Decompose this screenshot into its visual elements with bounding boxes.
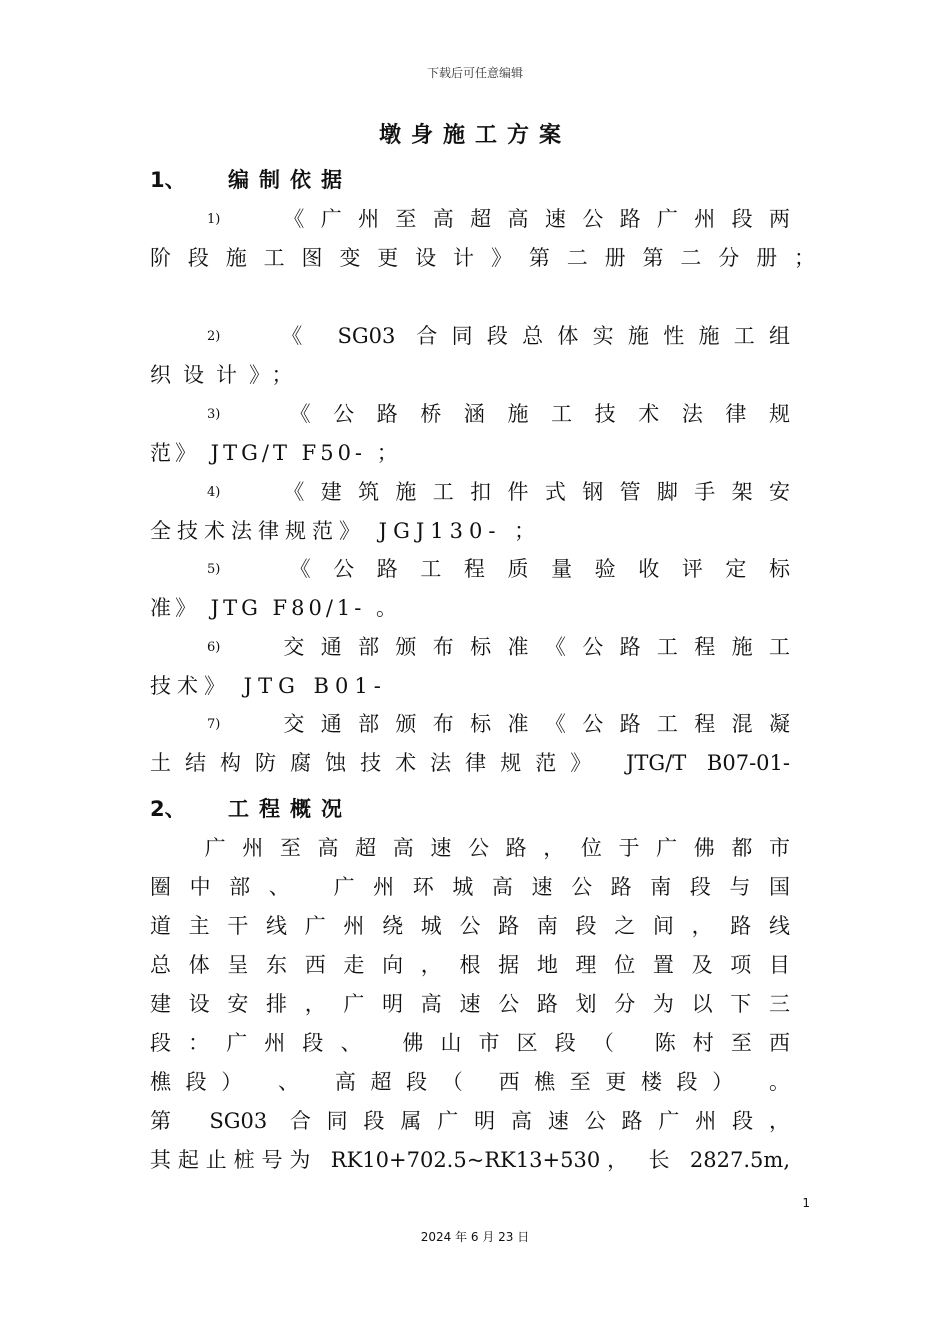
item-continuation: 技术》 JTG B01-	[150, 674, 387, 698]
paragraph-line: 樵段） 、 高超段（ 西樵至更楼段） 。	[150, 1070, 790, 1094]
item-continuation: 土结构防腐蚀技术法律规范》 JTG/T B07-01-	[150, 751, 790, 775]
item-text: 《建筑施工扣件式钢管脚手架安	[267, 480, 790, 504]
item-number: 2)	[207, 329, 221, 344]
item-number: 7)	[207, 717, 221, 732]
item-continuation: 范》 JTG/T F50- ；	[150, 441, 402, 465]
paragraph-line: 建设安排，广明高速公路划分为以下三	[150, 992, 790, 1016]
list-item	[150, 633, 790, 662]
section2-heading-row	[150, 795, 790, 823]
list-item	[150, 710, 790, 739]
paragraph-line: 其起止桩号为 RK10+702.5~RK13+530， 长 2827.5m,	[150, 1148, 790, 1172]
list-item	[150, 555, 790, 584]
section1-number: 1、	[150, 168, 186, 192]
item-text: 《公路工程质量验收评定标	[267, 557, 790, 581]
paragraph-text: 广州至高超高速公路，位于广佛都市	[188, 836, 790, 860]
item-number: 5)	[207, 562, 221, 577]
section2-heading: 工程概况	[228, 797, 352, 821]
section1-heading-row	[150, 166, 790, 194]
item-continuation: 全技术法律规范》 JGJ130- ；	[150, 519, 542, 543]
paragraph-line: 总体呈东西走向，根据地理位置及项目	[150, 953, 790, 977]
item-number: 6)	[207, 640, 221, 655]
paragraph-line	[150, 834, 790, 862]
paragraph-line: 道主干线广州绕城公路南段之间，路线	[150, 914, 790, 938]
section1-heading: 编制依据	[228, 168, 352, 192]
document-title: 墩身施工方案	[378, 123, 571, 148]
item-text: 交通部颁布标准《公路工程混凝	[267, 712, 790, 736]
item-continuation: 准》 JTG F80/1- 。	[150, 596, 402, 620]
item-number: 3)	[207, 407, 221, 422]
item-continuation: 阶段施工图变更设计》第二册第二分册；	[150, 246, 815, 270]
item-text: 交通部颁布标准《公路工程施工	[267, 635, 790, 659]
paragraph-line: 段：广州段、 佛山市区段（ 陈村至西	[150, 1031, 790, 1055]
page-number: 1	[802, 1196, 810, 1210]
section2-number: 2、	[150, 797, 186, 821]
header-note: 下载后可任意编辑	[426, 66, 523, 80]
item-continuation: 织设计》；	[150, 363, 305, 387]
item-text: 《广州至高超高速公路广州段两	[267, 207, 790, 231]
item-text: 《公路桥涵施工技术法律规	[267, 402, 790, 426]
item-number: 1)	[207, 212, 221, 227]
item-number: 4)	[207, 485, 221, 500]
item-text: 《 SG03 合同段总体实施性施工组	[267, 324, 790, 348]
footer-date: 2024 年 6 月 23 日	[420, 1230, 530, 1244]
paragraph-line: 第 SG03 合同段属广明高速公路广州段，	[150, 1109, 790, 1133]
paragraph-line: 圈中部、 广州环城高速公路南段与国	[150, 875, 790, 899]
list-item	[150, 322, 790, 351]
list-item	[150, 400, 790, 429]
list-item	[150, 478, 790, 507]
list-item	[150, 205, 790, 234]
